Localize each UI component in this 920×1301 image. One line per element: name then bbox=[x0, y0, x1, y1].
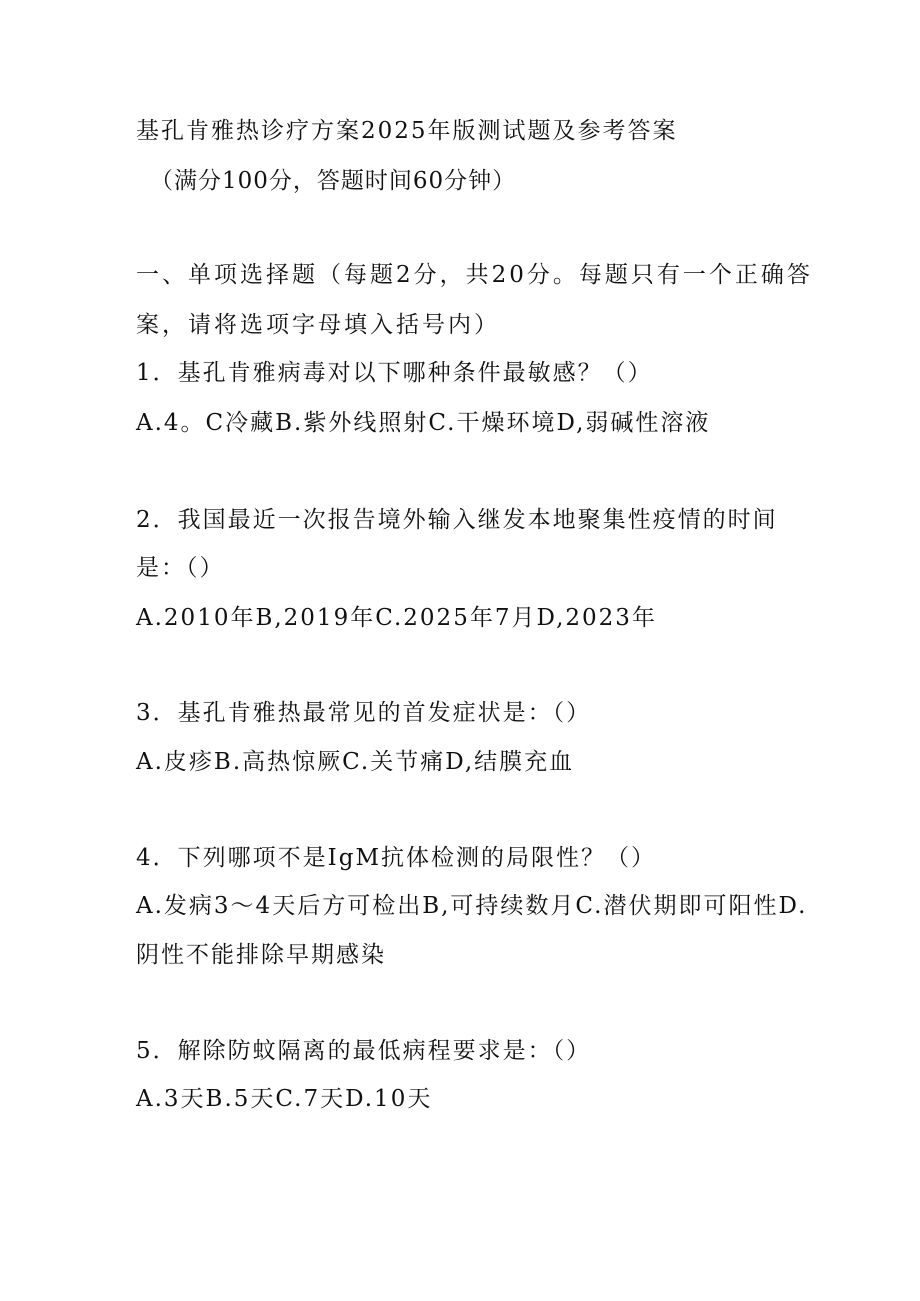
question-4-stem: 4．下列哪项不是IgM抗体检测的局限性？（） bbox=[136, 845, 656, 871]
question-3-options: A.皮疹B.高热惊厥C.关节痛D,结膜充血 bbox=[136, 749, 575, 775]
section-heading: 一、单项选择题（每题2分，共20分。每题只有一个正确答 bbox=[136, 262, 813, 288]
section-heading-continued: 案，请将选项字母填入括号内） bbox=[136, 312, 500, 338]
question-2-options: A.2010年B,2019年C.2025年7月D,2023年 bbox=[136, 605, 657, 631]
question-5-options: A.3天B.5天C.7天D.10天 bbox=[136, 1086, 433, 1112]
question-2-stem: 2．我国最近一次报告境外输入继发本地聚集性疫情的时间 bbox=[136, 507, 778, 533]
question-5-stem: 5．解除防蚊隔离的最低病程要求是：（） bbox=[136, 1038, 592, 1064]
question-4-options: A.发病3～4天后方可检出B,可持续数月C.潜伏期即可阳性D. bbox=[136, 893, 808, 919]
question-1-options: A.4。C冷藏B.紫外线照射C.干燥环境D,弱碱性溶液 bbox=[136, 410, 711, 436]
question-2-stem-continued: 是：（） bbox=[136, 555, 225, 581]
question-1-stem: 1．基孔肯雅病毒对以下哪种条件最敏感？（） bbox=[136, 360, 653, 386]
document-subtitle: （满分100分，答题时间60分钟） bbox=[150, 168, 517, 194]
question-4-options-continued: 阴性不能排除早期感染 bbox=[136, 942, 386, 968]
question-3-stem: 3．基孔肯雅热最常见的首发症状是：（） bbox=[136, 700, 592, 726]
document-title: 基孔肯雅热诊疗方案2025年版测试题及参考答案 bbox=[136, 118, 678, 144]
